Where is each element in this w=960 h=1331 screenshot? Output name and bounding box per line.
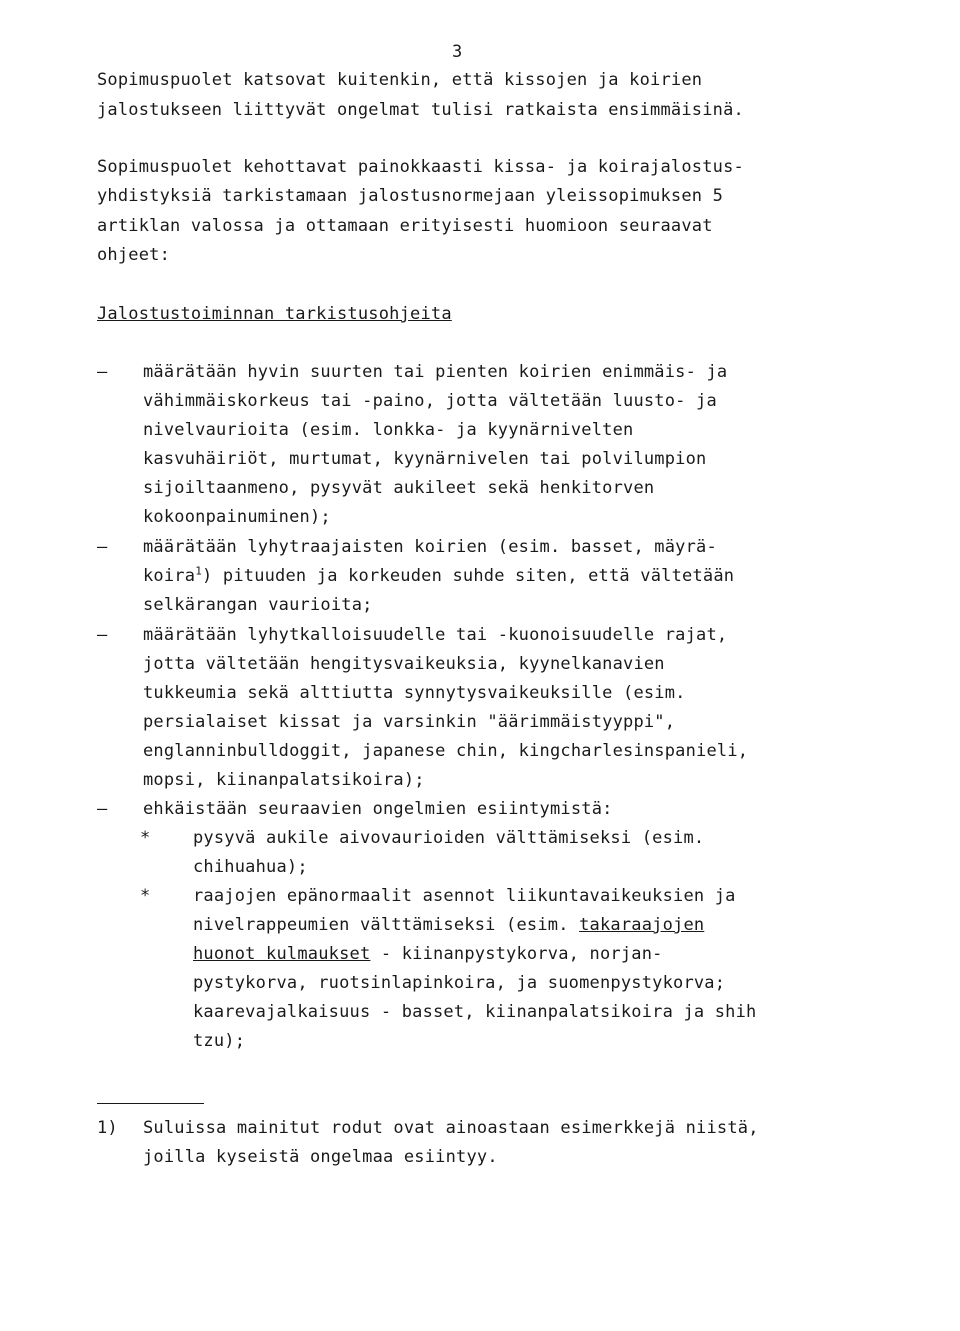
list-item-line: määrätään lyhytkalloisuudelle tai -kuonoisuudelle rajat, [143, 625, 728, 645]
sub-item-line: chihuahua); [193, 857, 308, 877]
underlined-text: takaraajojen [579, 915, 705, 935]
star-marker: * [140, 828, 151, 848]
list-item-line: nivelvaurioita (esim. lonkka- ja kyynärnivelten [143, 420, 634, 440]
dash-marker: – [97, 362, 108, 382]
sub-item-line [193, 915, 704, 935]
text-segment: nivelrappeumien välttämiseksi (esim. [193, 915, 580, 935]
star-marker: * [140, 886, 151, 906]
sub-item-line [193, 944, 663, 964]
page-number: 3 [452, 42, 463, 62]
paragraph-line: Sopimuspuolet kehottavat painokkaasti kissa- ja koirajalostus- [97, 157, 744, 177]
footnote-line: Suluissa mainitut rodut ovat ainoastaan esimerkkejä niistä, [143, 1118, 759, 1138]
sub-item-line: pysyvä aukile aivovaurioiden välttämiseksi (esim. [193, 828, 705, 848]
paragraph-line: artiklan valossa ja ottamaan erityisesti huomioon seuraavat [97, 216, 713, 236]
list-item-line: kokoonpainuminen); [143, 507, 331, 527]
list-item-line: määrätään lyhytraajaisten koirien (esim. basset, mäyrä- [143, 537, 717, 557]
dash-marker: – [97, 537, 108, 557]
sub-item-line: raajojen epänormaalit asennot liikuntavaikeuksien ja [193, 886, 736, 906]
sub-item-line: kaarevajalkaisuus - basset, kiinanpalatsikoira ja shih [193, 1002, 757, 1022]
text-segment: koira [143, 566, 196, 586]
list-item-line: jotta vältetään hengitysvaikeuksia, kyynelkanavien [143, 654, 665, 674]
list-item-line [143, 566, 734, 586]
list-item-line: määrätään hyvin suurten tai pienten koirien enimmäis- ja [143, 362, 728, 382]
paragraph-line: ohjeet: [97, 245, 171, 265]
text-segment: ) pituuden ja korkeuden suhde siten, että vältetään [202, 566, 735, 586]
list-item-line: selkärangan vaurioita; [143, 595, 373, 615]
list-item-line: mopsi, kiinanpalatsikoira); [143, 770, 425, 790]
sub-item-line: tzu); [193, 1031, 246, 1051]
paragraph-line: Sopimuspuolet katsovat kuitenkin, että kissojen ja koirien [97, 70, 703, 90]
text-segment: - kiinanpystykorva, norjan- [370, 944, 663, 964]
footnote-number: 1) [97, 1118, 118, 1138]
footnote-separator [97, 1103, 204, 1104]
list-item-line: vähimmäiskorkeus tai -paino, jotta vältetään luusto- ja [143, 391, 717, 411]
dash-marker: – [97, 799, 108, 819]
list-item-line: persialaiset kissat ja varsinkin "äärimmäistyyppi", [143, 712, 676, 732]
section-heading: Jalostustoiminnan tarkistusohjeita [97, 304, 452, 324]
footnote-line: joilla kyseistä ongelmaa esiintyy. [143, 1147, 498, 1167]
paragraph-line: jalostukseen liittyvät ongelmat tulisi ratkaista ensimmäisinä. [97, 100, 744, 120]
sub-item-line: pystykorva, ruotsinlapinkoira, ja suomenpystykorva; [193, 973, 726, 993]
underlined-text: huonot kulmaukset [193, 944, 371, 964]
list-item-line: tukkeumia sekä alttiutta synnytysvaikeuksille (esim. [143, 683, 686, 703]
list-item-line: sijoiltaanmeno, pysyvät aukileet sekä henkitorven [143, 478, 655, 498]
list-item-line: kasvuhäiriöt, murtumat, kyynärnivelen tai polvilumpion [143, 449, 707, 469]
paragraph-line: yhdistyksiä tarkistamaan jalostusnormejaan yleissopimuksen 5 [97, 186, 724, 206]
list-item-line: ehkäistään seuraavien ongelmien esiintymistä: [143, 799, 613, 819]
footnote-mark: 1 [195, 564, 203, 578]
dash-marker: – [97, 625, 108, 645]
list-item-line: englanninbulldoggit, japanese chin, kingcharlesinspanieli, [143, 741, 749, 761]
